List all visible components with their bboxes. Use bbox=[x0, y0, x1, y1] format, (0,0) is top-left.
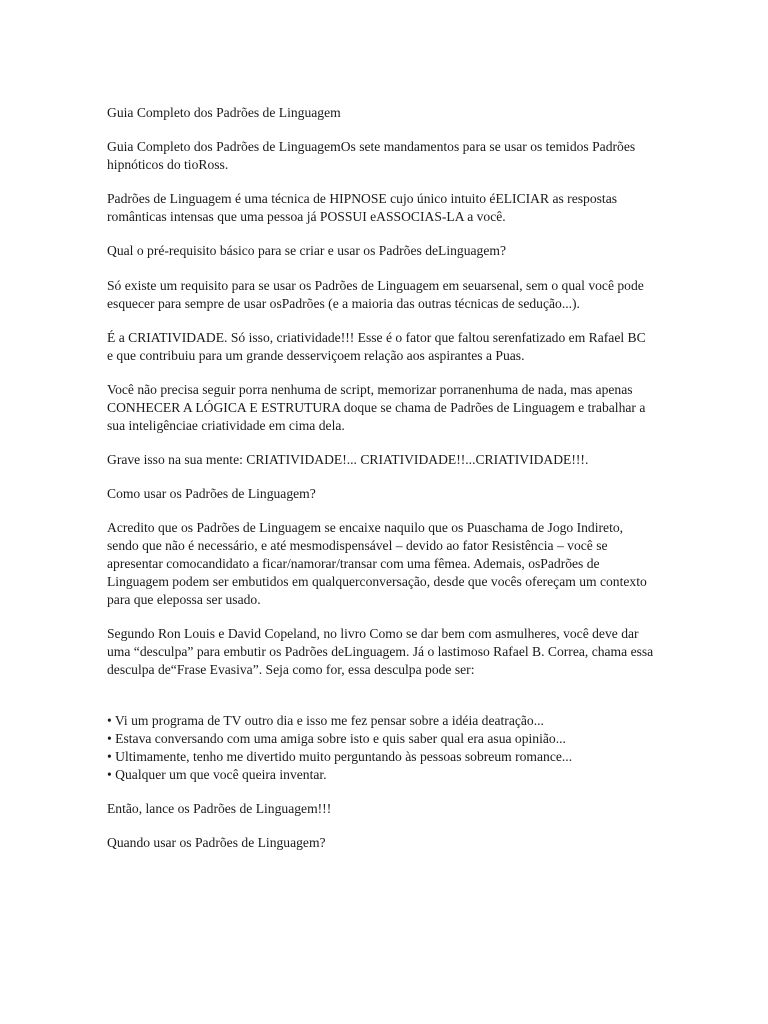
excuse-list bbox=[107, 712, 655, 783]
paragraph-indirect-game: Acredito que os Padrões de Linguagem se encaixe naquilo que os Puaschama de Jogo Indireto, sendo que não é necessário, e até mesmodispensável – devido ao fator Resistência – você se apresentar comocandidato a ficar/namorar/transar com uma fêmea. Ademais, osPadrões de Linguagem podem ser embutidos em qualquerconversação, desde que vocês ofereçam um contexto para que elepossa ser usado. bbox=[107, 520, 647, 607]
heading-when-to-use: Quando usar os Padrões de Linguagem? bbox=[107, 835, 326, 851]
paragraph-no-script: Você não precisa seguir porra nenhuma de script, memorizar porranenhuma de nada, mas apenas CONHECER A LÓGICA E ESTRUTURA doque se chama de Padrões de Linguagem e trabalhar a sua inteligênciae criatividade em cima dela. bbox=[107, 381, 646, 433]
heading-how-to-use: Como usar os Padrões de Linguagem? bbox=[107, 486, 316, 502]
paragraph-requirement: Só existe um requisito para se usar os Padrões de Linguagem em seuarsenal, sem o qual você pode esquecer para sempre de usar osPadrões (e a maioria das outras técnicas de sedução...). bbox=[107, 277, 644, 311]
list-item-text: Ultimamente, tenho me divertido muito perguntando às pessoas sobreum romance... bbox=[115, 748, 573, 764]
list-item-text: Estava conversando com uma amiga sobre isto e quis saber qual era asua opinião... bbox=[115, 731, 566, 747]
paragraph-excuse: Segundo Ron Louis e David Copeland, no livro Como se dar bem com asmulheres, você deve dar uma “desculpa” para embutir os Padrões deLinguagem. Já o lastimoso Rafael B. Correa, chama essa desculpa de“Frase Evasiva”. Seja como for, essa desculpa pode ser: bbox=[107, 625, 654, 677]
bullet-icon: • bbox=[107, 731, 112, 747]
list-item-text: Qualquer um que você queira inventar. bbox=[115, 766, 327, 782]
heading-prerequisite: Qual o pré-requisito básico para se criar e usar os Padrões deLinguagem? bbox=[107, 243, 506, 259]
bullet-icon: • bbox=[107, 713, 112, 729]
paragraph-definition: Padrões de Linguagem é uma técnica de HIPNOSE cujo único intuito éELICIAR as respostas românticas intensas que uma pessoa já POSSUI eASSOCIAS-LA a você. bbox=[107, 191, 618, 225]
list-item bbox=[107, 748, 655, 766]
paragraph-creativity: É a CRIATIVIDADE. Só isso, criatividade!!! Esse é o fator que faltou serenfatizado em Rafael BC e que contribuiu para um grande desserviçoem relação aos aspirantes a Puas. bbox=[107, 329, 646, 363]
paragraph-remember: Grave isso na sua mente: CRIATIVIDADE!... CRIATIVIDADE!!...CRIATIVIDADE!!!. bbox=[107, 451, 589, 467]
paragraph-launch: Então, lance os Padrões de Linguagem!!! bbox=[107, 801, 332, 817]
list-item bbox=[107, 766, 655, 784]
document-title: Guia Completo dos Padrões de Linguagem bbox=[107, 105, 341, 120]
list-item bbox=[107, 730, 655, 748]
list-item bbox=[107, 712, 655, 730]
bullet-icon: • bbox=[107, 766, 112, 782]
bullet-icon: • bbox=[107, 748, 112, 764]
list-item-text: Vi um programa de TV outro dia e isso me fez pensar sobre a idéia deatração... bbox=[114, 713, 544, 729]
document-page bbox=[107, 104, 655, 869]
paragraph-intro-title: Guia Completo dos Padrões de LinguagemOs sete mandamentos para se usar os temidos Padrões hipnóticos do tioRoss. bbox=[107, 139, 636, 173]
